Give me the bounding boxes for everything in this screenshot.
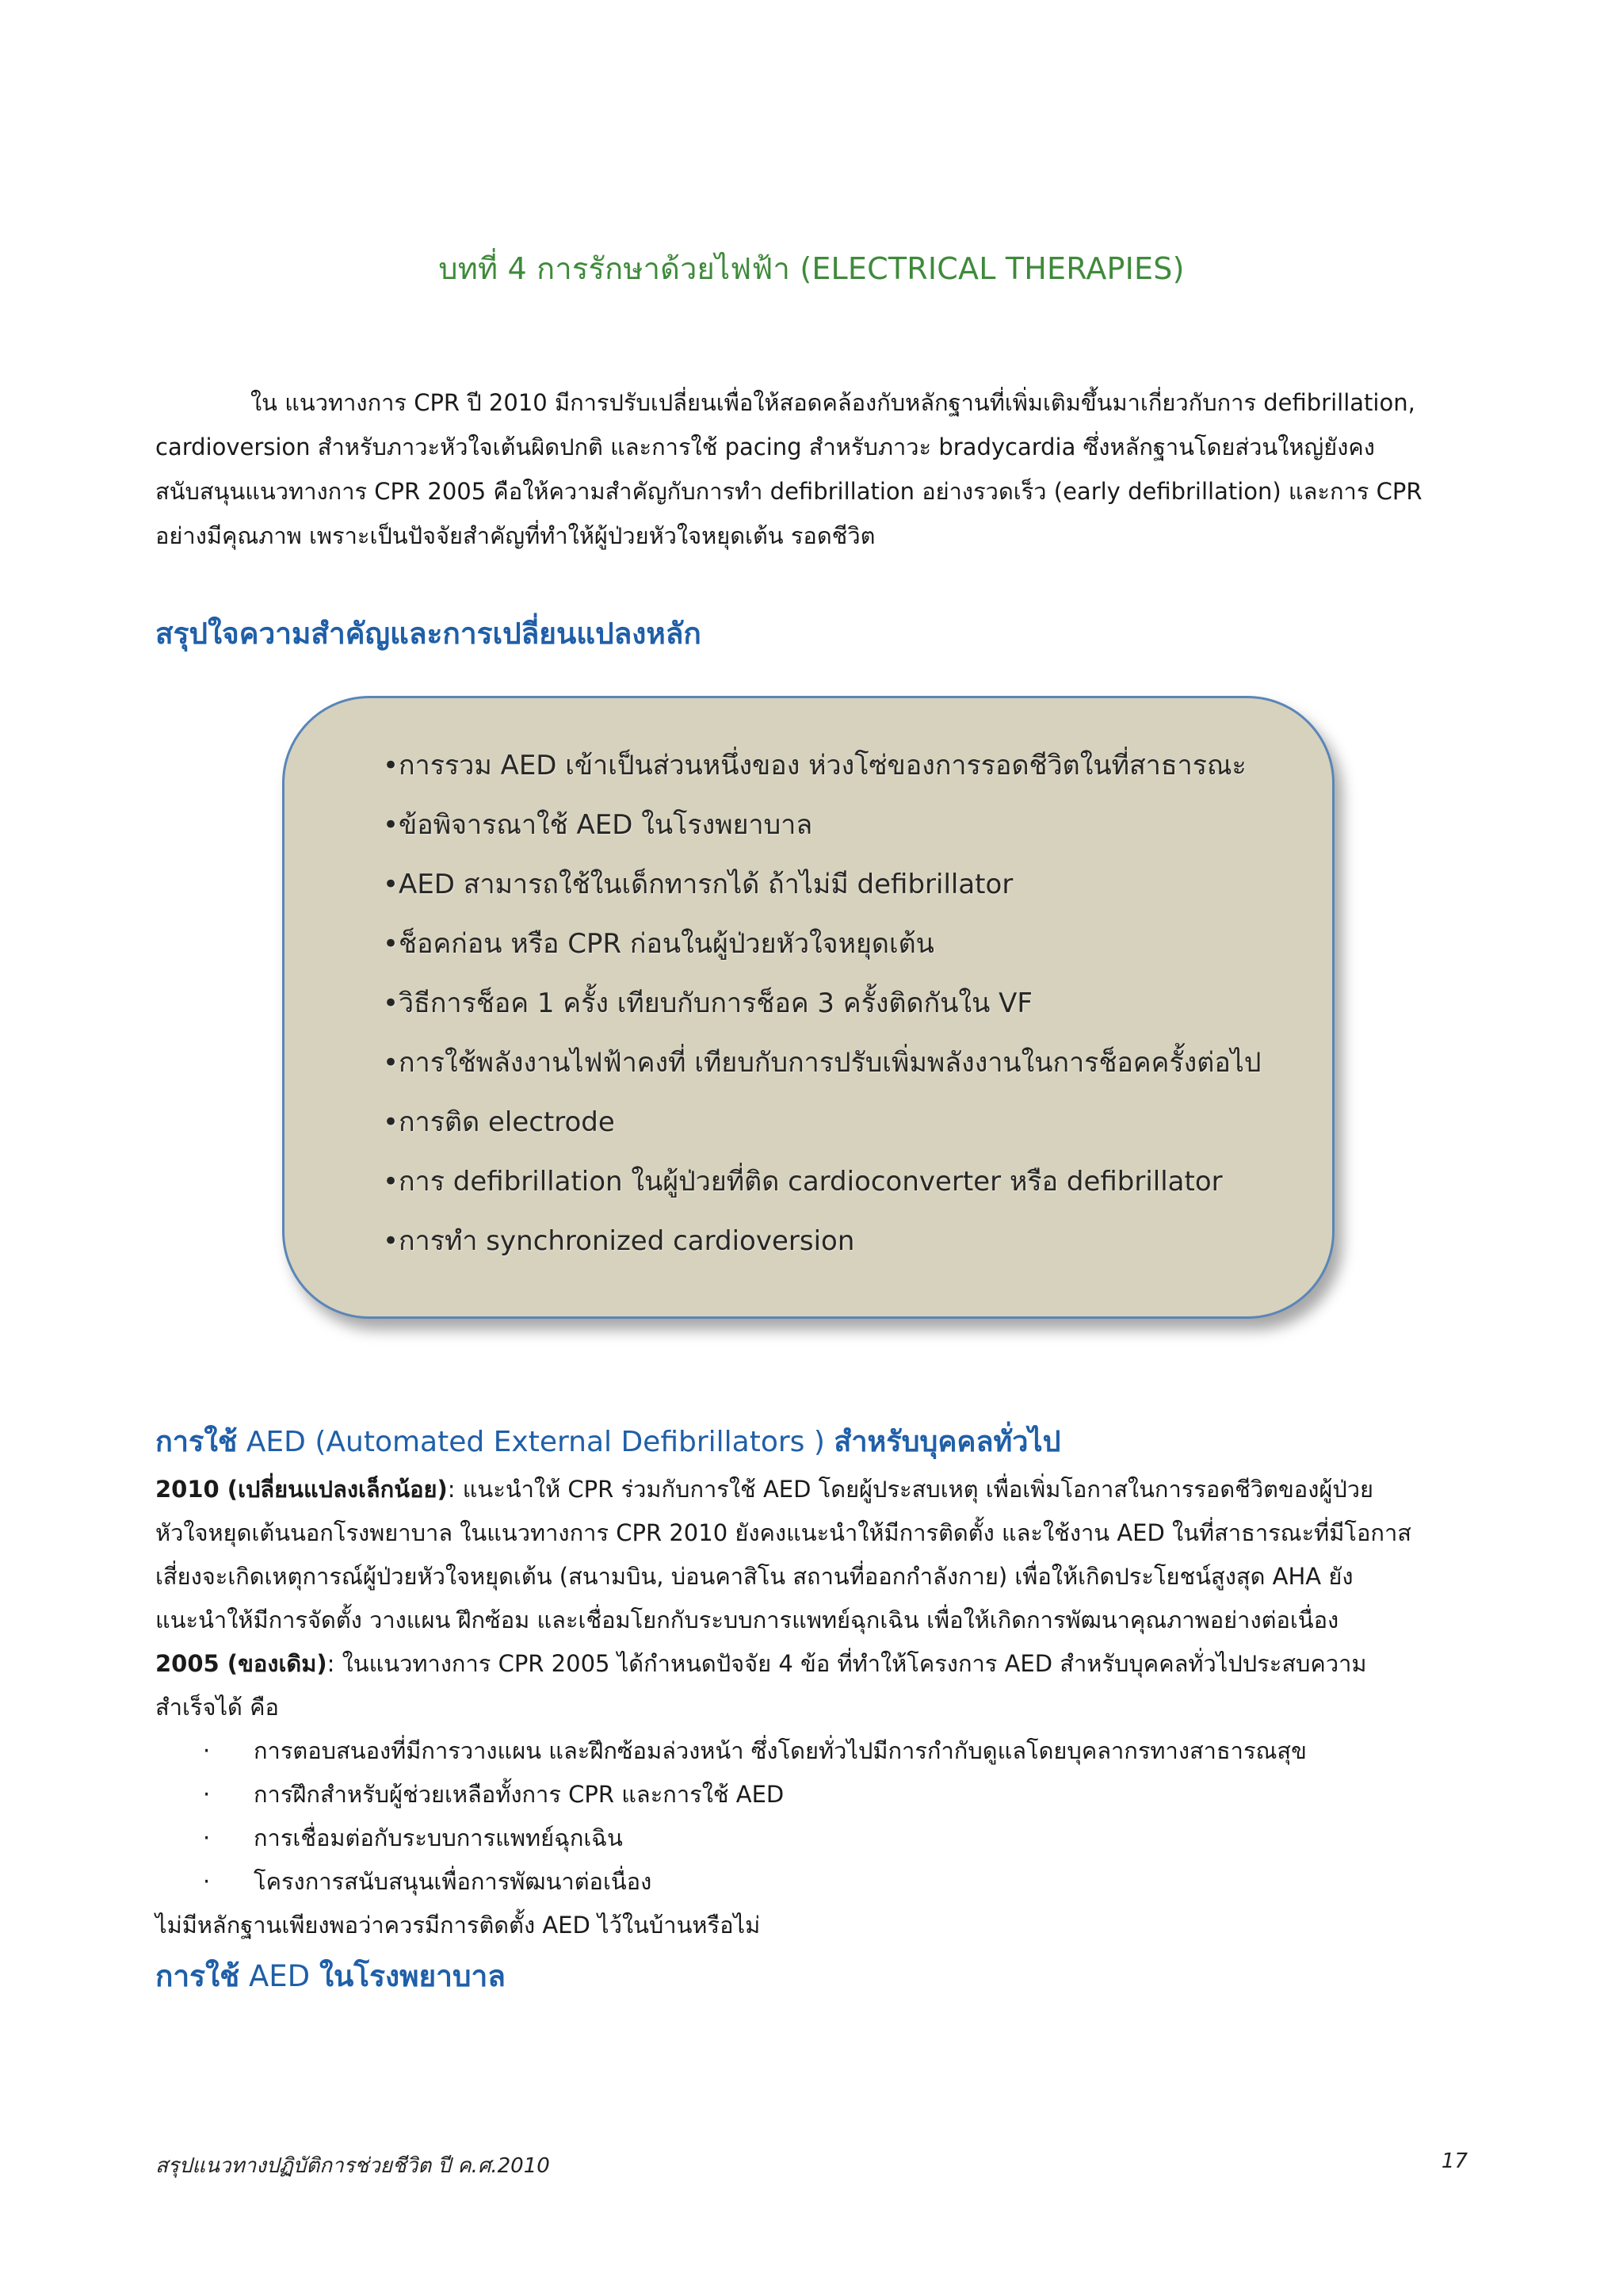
paragraph-line: 2005 (ของเดิม): ในแนวทางการ CPR 2005 ได้กำหนดปัจจัย 4 ข้อ ที่ทำให้โครงการ AED สำหรับบุคคลทั่วไปประสบความ	[155, 1650, 1367, 1677]
summary-list	[383, 736, 1294, 1271]
bullet-dot-icon: ·	[203, 1868, 211, 1895]
aed-hospital-heading	[155, 1953, 506, 2000]
factor-item: · การเชื่อมต่อกับระบบการแพทย์ฉุกเฉิน	[203, 1817, 1307, 1860]
closing-line: ไม่มีหลักฐานเพียงพอว่าควรมีการติดตั้ง AED ไว้ในบ้านหรือไม่	[155, 1912, 761, 1939]
paragraph-line: 2010 (เปลี่ยนแปลงเล็กน้อย): แนะนำให้ CPR ร่วมกับการใช้ AED โดยผู้ประสบเหตุ เพื่อเพิ่มโอกาสในการรอดชีวิตของผู้ป่วย	[155, 1476, 1374, 1503]
factor-item: · การฝึกสำหรับผู้ช่วยเหลือทั้งการ CPR และการใช้ AED	[203, 1773, 1307, 1817]
intro-line: ใน แนวทางการ CPR ปี 2010 มีการปรับเปลี่ยนเพื่อให้สอดคล้องกับหลักฐานที่เพิ่มเติมขึ้นมาเกี่ยวกับการ defibrillation,	[250, 389, 1415, 416]
bullet-dot-icon: ·	[203, 1824, 211, 1851]
summary-item: •ข้อพิจารณาใช้ AED ในโรงพยาบาล	[383, 809, 813, 841]
summary-item: •การรวม AED เข้าเป็นส่วนหนึ่งของ ห่วงโซ่ของการรอดชีวิตในที่สาธารณะ	[383, 750, 1247, 781]
factor-list	[203, 1729, 1307, 1904]
summary-item: •การ defibrillation ในผู้ป่วยที่ติด cardioconverter หรือ defibrillator	[383, 1166, 1223, 1198]
paragraph-line: เสี่ยงจะเกิดเหตุการณ์ผู้ป่วยหัวใจหยุดเต้น (สนามบิน, บ่อนคาสิโน สถานที่ออกกำลังกาย) เพื่อให้เกิดประโยชน์สูงสุด AHA ยัง	[155, 1563, 1354, 1590]
intro-line: cardioversion สำหรับภาวะหัวใจเต้นผิดปกติ และการใช้ pacing สำหรับภาวะ bradycardia ซึ่งหลักฐานโดยส่วนใหญ่ยังคง	[155, 434, 1375, 460]
intro-line: อย่างมีคุณภาพ เพราะเป็นปัจจัยสำคัญที่ทำให้ผู้ป่วยหัวใจหยุดเต้น รอดชีวิต	[155, 522, 876, 549]
summary-item: •การใช้พลังงานไฟฟ้าคงที่ เทียบกับการปรับเพิ่มพลังงานในการช็อคครั้งต่อไป	[383, 1047, 1262, 1079]
footer-title: สรุปแนวทางปฏิบัติการช่วยชีวิต ปี ค.ศ.2010	[155, 2154, 550, 2178]
intro-line: สนับสนุนแนวทางการ CPR 2005 คือให้ความสำคัญกับการทำ defibrillation อย่างรวดเร็ว (early defibrillation) และการ CPR	[155, 478, 1423, 505]
aed-heading-prefix: การใช้	[155, 1426, 238, 1458]
hospital-heading-suffix: ในโรงพยาบาล	[319, 1959, 506, 1993]
summary-heading: สรุปใจความสำคัญและการเปลี่ยนแปลงหลัก	[155, 617, 701, 651]
summary-item: •ช็อคก่อน หรือ CPR ก่อนในผู้ป่วยหัวใจหยุดเต้น	[383, 928, 934, 960]
paragraph-line: สำเร็จได้ คือ	[155, 1694, 279, 1721]
hospital-heading-middle: AED	[239, 1959, 319, 1993]
factor-item: · การตอบสนองที่มีการวางแผน และฝึกซ้อมล่วงหน้า ซึ่งโดยทั่วไปมีการกำกับดูแลโดยบุคลากรทางสาธารณสุข	[203, 1729, 1307, 1773]
summary-item: •การทำ synchronized cardioversion	[383, 1225, 855, 1257]
factor-item: · โครงการสนับสนุนเพื่อการพัฒนาต่อเนื่อง	[203, 1860, 1307, 1904]
label-2005: 2005 (ของเดิม)	[155, 1650, 327, 1677]
page-title: บทที่ 4 การรักษาด้วยไฟฟ้า (ELECTRICAL THERAPIES)	[438, 251, 1185, 286]
summary-item: •วิธีการช็อค 1 ครั้ง เทียบกับการช็อค 3 ครั้งติดกันใน VF	[383, 988, 1033, 1019]
paragraph-line: หัวใจหยุดเต้นนอกโรงพยาบาล ในแนวทางการ CPR 2010 ยังคงแนะนำให้มีการติดตั้ง และใช้งาน AED ในที่สาธารณะที่มีโอกาส	[155, 1519, 1411, 1546]
intro-paragraph	[155, 380, 1471, 558]
summary-box	[282, 696, 1335, 1319]
aed-heading-middle: AED (Automated External Defibrillators )	[237, 1426, 834, 1458]
bullet-dot-icon: ·	[203, 1737, 211, 1764]
page-number: 17	[1441, 2149, 1468, 2173]
summary-item: •การติด electrode	[383, 1106, 615, 1138]
paragraph-line: แนะนำให้มีการจัดตั้ง วางแผน ฝึกซ้อม และเชื่อมโยกกับระบบการแพทย์ฉุกเฉิน เพื่อให้เกิดการพัฒนาคุณภาพอย่างต่อเนื่อง	[155, 1606, 1339, 1633]
aed-public-heading	[155, 1419, 1060, 1464]
paragraph-2010	[155, 1468, 1471, 1729]
label-2010: 2010 (เปลี่ยนแปลงเล็กน้อย)	[155, 1476, 448, 1503]
aed-heading-suffix: สำหรับบุคคลทั่วไป	[834, 1426, 1061, 1458]
bullet-dot-icon: ·	[203, 1781, 211, 1808]
summary-item: •AED สามารถใช้ในเด็กทารกได้ ถ้าไม่มี defibrillator	[383, 869, 1014, 900]
hospital-heading-prefix: การใช้	[155, 1959, 240, 1993]
